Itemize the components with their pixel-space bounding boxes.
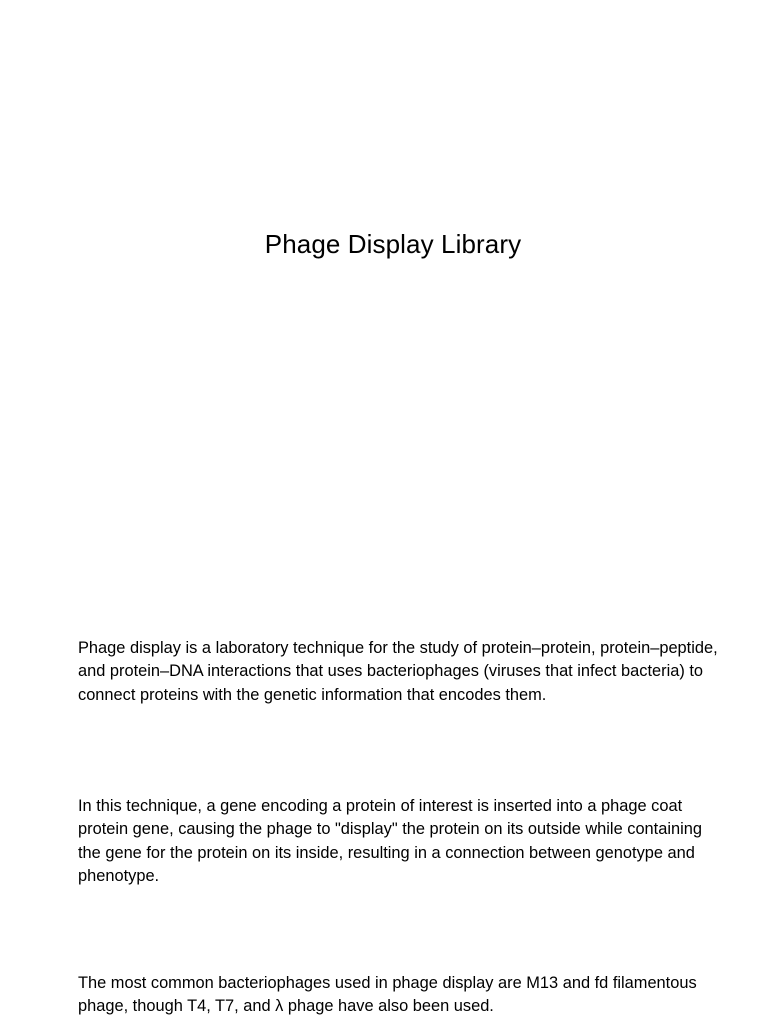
- paragraph-common-phages: The most common bacteriophages used in phage display are M13 and fd filamentous phage, though T4, T7, and λ phage have also been used.: [78, 974, 697, 1016]
- page-title: Phage Display Library: [264, 229, 522, 259]
- paragraph-definition: Phage display is a laboratory technique for the study of protein–protein, protein–peptide, and protein–DNA interactions that uses bacteriophages (viruses that infect bacteria) to connect proteins with the genetic information that encodes them.: [78, 639, 718, 704]
- paragraph-technique: In this technique, a gene encoding a protein of interest is inserted into a phage coat protein gene, causing the phage to "display" the protein on its outside while containing the gene for the protein on its inside, resulting in a connection between genotype and phenotype.: [78, 797, 702, 885]
